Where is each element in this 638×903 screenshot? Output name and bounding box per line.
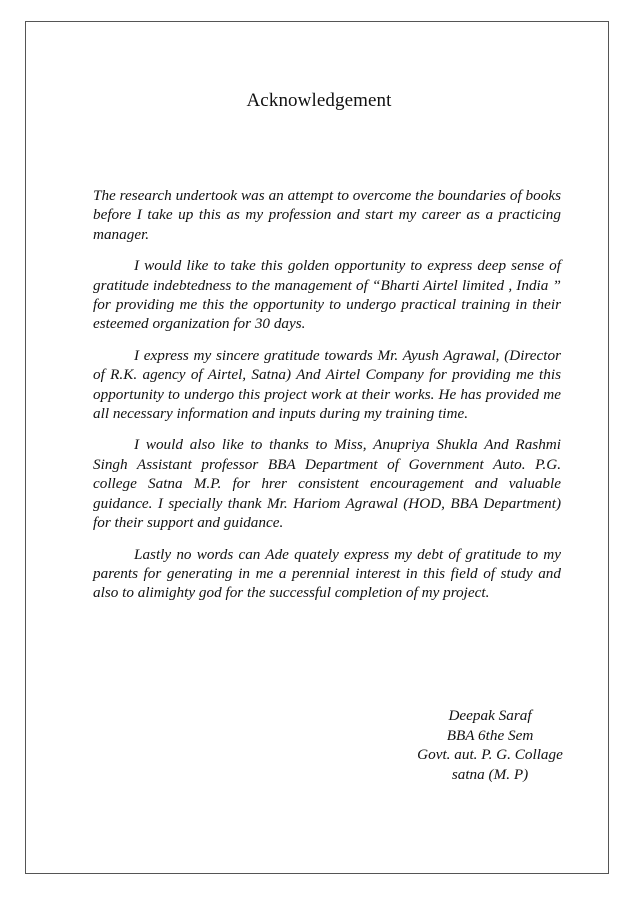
document-body <box>93 186 561 615</box>
signature-place: satna (M. P) <box>451 765 529 783</box>
paragraph-gratitude-director: I express my sincere gratitude towards Mr. Ayush Agrawal, (Director of R.K. agency of Airtel, Satna) And Airtel Company for providing me this opportunity to undergo this project work at their works. He has provided me all necessary information and inputs during my training time. <box>93 346 561 423</box>
paragraph-intro: The research undertook was an attempt to overcome the boundaries of books before I take up this as my profession and start my career as a practicing manager. <box>93 187 561 243</box>
signature-college: Govt. aut. P. G. Collage <box>417 746 563 764</box>
signature-name: Deepak Saraf <box>448 707 532 724</box>
paragraph-gratitude-faculty: I would also like to thanks to Miss, Anupriya Shukla And Rashmi Singh Assistant professor BBA Department of Government Auto. P.G. college Satna M.P. for hrer consistent encouragement and valuable guidance. I specially thank Mr. Hariom Agrawal (HOD, BBA Department) for their support and guidance. <box>93 436 561 532</box>
paragraph-gratitude-management: I would like to take this golden opportunity to express deep sense of gratitude indebtedness to the management of “Bharti Airtel limited , India ” for providing me this the opportunity to undergo practical training in their esteemed organization for 30 days. <box>93 257 561 333</box>
paragraph-gratitude-parents: Lastly no words can Ade quately express my debt of gratitude to my parents for generating in me a perennial interest in this field of study and also to alimighty god for the successful completion of my project. <box>93 545 561 602</box>
document-title: Acknowledgement <box>246 90 392 111</box>
signature-block <box>400 706 580 784</box>
signature-class: BBA 6the Sem <box>446 726 534 744</box>
